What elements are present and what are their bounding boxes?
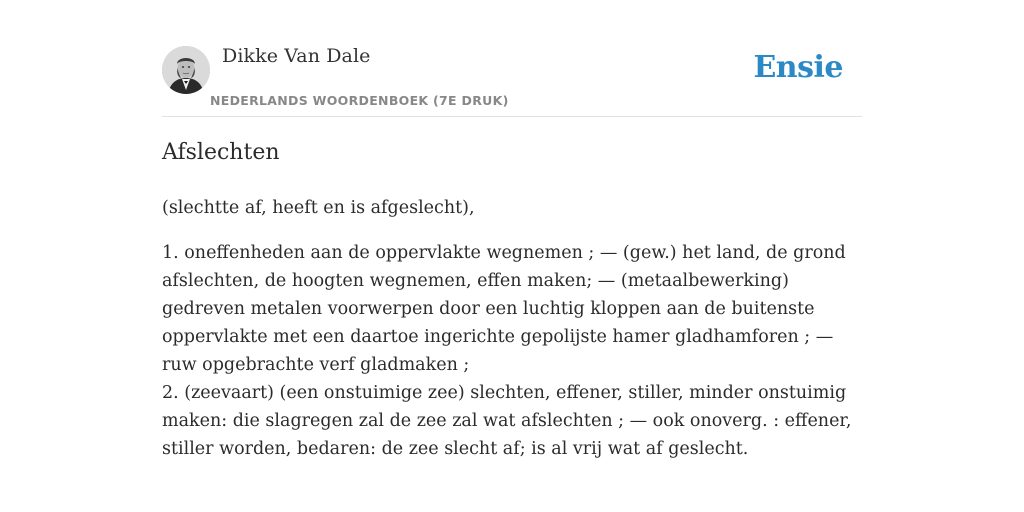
entry-grammar: (slechtte af, heeft en is afgeslecht), <box>162 198 475 218</box>
portrait-icon <box>162 46 210 94</box>
definition-sense-1: 1. oneffenheden aan de oppervlakte wegnemen ; — (gew.) het land, de grond afslechten, de hoogten wegnemen, effen maken; — (metaalbewerking) gedreven metalen voorwerpen door een luchtig kloppen aan de buitenste oppervlakte met een daartoe ingerichte gepolijste hamer gladhamforen ; — ruw opgebrachte verf gladmaken ; <box>162 243 846 375</box>
author-avatar[interactable] <box>162 46 210 94</box>
entry-definition <box>162 239 862 463</box>
author-name[interactable]: Dikke Van Dale <box>222 45 371 67</box>
ensie-logo-link[interactable]: Ensie <box>753 50 843 85</box>
entry-term: Afslechten <box>162 140 280 165</box>
definition-sense-2: 2. (zeevaart) (een onstuimige zee) slechten, effener, stiller, minder onstuimig maken: die slagregen zal de zee zal wat afslechten ; — ook onoverg. : effener, stiller worden, bedaren: de zee slecht af; is al vrij wat af geslecht. <box>162 383 852 459</box>
entry-header <box>162 0 862 117</box>
entry-card <box>162 0 862 459</box>
source-title[interactable]: NEDERLANDS WOORDENBOEK (7E DRUK) <box>210 93 509 108</box>
